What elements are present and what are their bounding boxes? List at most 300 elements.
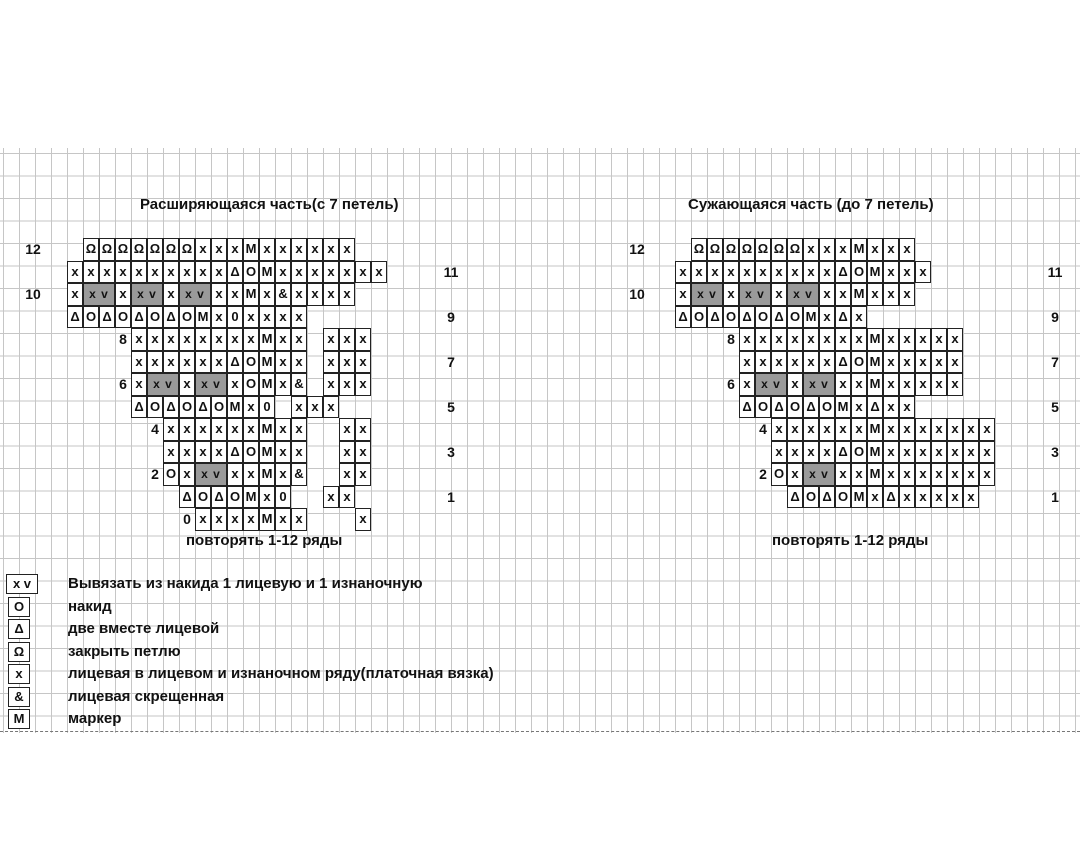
k2tog-cell: Δ — [739, 306, 755, 329]
knit-cell: x — [291, 441, 307, 464]
knit-cell: x — [803, 441, 819, 464]
knit-cell: x — [899, 441, 915, 464]
marker-cell: M — [803, 306, 819, 329]
knit-cell: x — [355, 508, 371, 531]
legend-description: накид — [68, 597, 112, 615]
knit-cell: x — [211, 508, 227, 531]
knit-cell: x — [163, 328, 179, 351]
marker-cell: M — [227, 396, 243, 419]
knit-cell: x — [915, 351, 931, 374]
knit-cell: x — [787, 328, 803, 351]
knit-cell: x — [835, 373, 851, 396]
legend-description: Вывязать из накида 1 лицевую и 1 изнаночную — [68, 575, 423, 592]
knit-cell: x — [979, 441, 995, 464]
yarn-over-cell: O — [803, 486, 819, 509]
knit-cell: x — [915, 441, 931, 464]
knit-cell: x — [259, 283, 275, 306]
knit-cell: x — [275, 328, 291, 351]
knit-cell: x — [131, 373, 147, 396]
row-number: 2 — [151, 466, 159, 482]
knit-cell: x — [307, 396, 323, 419]
dual-stitch-cell: x v — [195, 463, 227, 486]
knit-cell: x — [931, 486, 947, 509]
legend-symbol: Δ — [8, 619, 30, 639]
knit-cell: x — [243, 306, 259, 329]
bind-off-cell: Ω — [179, 238, 195, 261]
knit-cell: x — [179, 418, 195, 441]
knit-cell: x — [291, 508, 307, 531]
k2tog-cell: Δ — [227, 351, 243, 374]
knit-cell: x — [739, 373, 755, 396]
knit-cell: x — [899, 238, 915, 261]
knit-cell: x — [739, 328, 755, 351]
marker-cell: M — [867, 261, 883, 284]
knit-cell: x — [947, 373, 963, 396]
knit-cell: x — [163, 283, 179, 306]
knit-cell: x — [179, 463, 195, 486]
knit-cell: x — [307, 238, 323, 261]
knit-cell: x — [883, 238, 899, 261]
knit-cell: x — [819, 261, 835, 284]
zero-cell: 0 — [227, 306, 243, 329]
yarn-over-cell: O — [243, 373, 259, 396]
row-number: 4 — [151, 421, 159, 437]
knit-cell: x — [115, 283, 131, 306]
yarn-over-cell: O — [227, 486, 243, 509]
knit-cell: x — [883, 373, 899, 396]
row-number: 11 — [1047, 263, 1063, 280]
knit-cell: x — [291, 306, 307, 329]
legend-symbol: x v — [6, 574, 38, 594]
bind-off-cell: Ω — [707, 238, 723, 261]
knit-cell: x — [211, 283, 227, 306]
empty-cell — [323, 441, 339, 464]
knit-cell: x — [787, 351, 803, 374]
knit-cell: x — [243, 328, 259, 351]
dual-stitch-cell: x v — [691, 283, 723, 306]
legend-description: две вместе лицевой — [68, 620, 220, 637]
legend-symbol: Ω — [8, 642, 30, 662]
knit-cell: x — [675, 261, 691, 284]
bind-off-cell: Ω — [771, 238, 787, 261]
k2tog-cell: Δ — [787, 486, 803, 509]
marker-cell: M — [259, 261, 275, 284]
k2tog-cell: Δ — [211, 486, 227, 509]
marker-cell: M — [259, 508, 275, 531]
dual-stitch-cell: x v — [803, 373, 835, 396]
knit-cell: x — [291, 261, 307, 284]
knit-cell: x — [803, 238, 819, 261]
knit-cell: x — [851, 418, 867, 441]
row-number: 10 — [629, 286, 645, 302]
empty-cell — [307, 441, 323, 464]
yarn-over-cell: O — [115, 306, 131, 329]
empty-cell — [307, 373, 323, 396]
knit-cell: x — [163, 351, 179, 374]
knit-cell: x — [851, 306, 867, 329]
knit-cell: x — [947, 441, 963, 464]
knit-cell: x — [67, 283, 83, 306]
knit-cell: x — [915, 463, 931, 486]
knit-cell: x — [931, 463, 947, 486]
bind-off-cell: Ω — [163, 238, 179, 261]
yarn-over-cell: O — [755, 396, 771, 419]
row-number: 2 — [759, 466, 767, 482]
dual-stitch-cell: x v — [195, 373, 227, 396]
knit-cell: x — [243, 463, 259, 486]
knit-cell: x — [915, 486, 931, 509]
knit-cell: x — [339, 328, 355, 351]
twisted-knit-cell: & — [275, 283, 291, 306]
k2tog-cell: Δ — [195, 396, 211, 419]
row-number: 6 — [119, 376, 127, 392]
marker-cell: M — [259, 373, 275, 396]
k2tog-cell: Δ — [67, 306, 83, 329]
yarn-over-cell: O — [835, 486, 851, 509]
knit-cell: x — [963, 441, 979, 464]
knit-cell: x — [835, 238, 851, 261]
knit-cell: x — [915, 418, 931, 441]
legend-symbol: x — [8, 664, 30, 684]
knit-cell: x — [963, 463, 979, 486]
knit-cell: x — [803, 261, 819, 284]
knit-cell: x — [723, 261, 739, 284]
knit-cell: x — [211, 238, 227, 261]
yarn-over-cell: O — [179, 396, 195, 419]
marker-cell: M — [259, 328, 275, 351]
dual-stitch-cell: x v — [147, 373, 179, 396]
knit-cell: x — [339, 373, 355, 396]
row-number: 8 — [727, 331, 735, 347]
knit-cell: x — [963, 486, 979, 509]
knit-cell: x — [819, 418, 835, 441]
knit-cell: x — [259, 486, 275, 509]
row-number: 3 — [447, 443, 455, 460]
knit-cell: x — [787, 463, 803, 486]
marker-cell: M — [851, 283, 867, 306]
knit-cell: x — [979, 418, 995, 441]
knit-cell: x — [851, 373, 867, 396]
yarn-over-cell: O — [243, 351, 259, 374]
knit-cell: x — [675, 283, 691, 306]
knit-cell: x — [291, 396, 307, 419]
knit-cell: x — [867, 283, 883, 306]
k2tog-cell: Δ — [771, 396, 787, 419]
dual-stitch-cell: x v — [83, 283, 115, 306]
knit-cell: x — [227, 373, 243, 396]
row-number: 7 — [447, 353, 455, 370]
bind-off-cell: Ω — [147, 238, 163, 261]
knit-cell: x — [339, 351, 355, 374]
knit-cell: x — [371, 261, 387, 284]
marker-cell: M — [195, 306, 211, 329]
knit-cell: x — [771, 261, 787, 284]
knit-cell: x — [899, 261, 915, 284]
knit-cell: x — [755, 261, 771, 284]
knit-cell: x — [83, 261, 99, 284]
knit-cell: x — [883, 261, 899, 284]
knit-cell: x — [915, 373, 931, 396]
knit-cell: x — [67, 261, 83, 284]
yarn-over-cell: O — [243, 261, 259, 284]
knit-cell: x — [147, 328, 163, 351]
knit-cell: x — [883, 463, 899, 486]
row-number: 1 — [1051, 488, 1059, 505]
empty-cell — [291, 486, 307, 509]
knit-cell: x — [771, 351, 787, 374]
knit-cell: x — [355, 463, 371, 486]
knit-cell: x — [947, 463, 963, 486]
knit-cell: x — [227, 328, 243, 351]
knit-cell: x — [163, 418, 179, 441]
knit-cell: x — [275, 261, 291, 284]
yarn-over-cell: O — [691, 306, 707, 329]
legend-description: лицевая в лицевом и изнаночном ряду(платочная вязка) — [68, 665, 494, 682]
knit-cell: x — [835, 463, 851, 486]
zero-cell: 0 — [275, 486, 291, 509]
knit-cell: x — [771, 328, 787, 351]
knit-cell: x — [211, 351, 227, 374]
row-number: 5 — [447, 398, 455, 415]
knit-cell: x — [835, 328, 851, 351]
legend-symbol: M — [8, 709, 30, 729]
yarn-over-cell: O — [147, 396, 163, 419]
knit-cell: x — [355, 373, 371, 396]
knit-cell: x — [787, 373, 803, 396]
knit-cell: x — [803, 351, 819, 374]
marker-cell: M — [867, 373, 883, 396]
row-number: 9 — [447, 308, 455, 325]
knit-cell: x — [835, 418, 851, 441]
knit-cell: x — [211, 418, 227, 441]
yarn-over-cell: O — [851, 351, 867, 374]
empty-cell — [307, 508, 323, 531]
knit-cell: x — [275, 463, 291, 486]
knit-cell: x — [355, 261, 371, 284]
knit-cell: x — [291, 238, 307, 261]
knit-cell: x — [339, 441, 355, 464]
knit-cell: x — [771, 441, 787, 464]
k2tog-cell: Δ — [835, 306, 851, 329]
knit-cell: x — [339, 463, 355, 486]
knit-cell: x — [851, 396, 867, 419]
knit-cell: x — [851, 328, 867, 351]
knit-cell: x — [339, 283, 355, 306]
knit-cell: x — [931, 418, 947, 441]
bind-off-cell: Ω — [787, 238, 803, 261]
bind-off-cell: Ω — [83, 238, 99, 261]
knit-cell: x — [819, 328, 835, 351]
knit-cell: x — [899, 486, 915, 509]
knit-cell: x — [259, 238, 275, 261]
legend-description: маркер — [68, 710, 122, 727]
row-number: 10 — [25, 286, 41, 302]
knit-cell: x — [163, 441, 179, 464]
knit-cell: x — [323, 351, 339, 374]
knit-cell: x — [211, 261, 227, 284]
marker-cell: M — [259, 441, 275, 464]
knit-cell: x — [819, 306, 835, 329]
knit-cell: x — [115, 261, 131, 284]
twisted-knit-cell: & — [291, 373, 307, 396]
row-number: 0 — [183, 511, 191, 527]
knit-cell: x — [243, 396, 259, 419]
yarn-over-cell: O — [723, 306, 739, 329]
knit-cell: x — [723, 283, 739, 306]
k2tog-cell: Δ — [227, 261, 243, 284]
marker-cell: M — [867, 328, 883, 351]
knit-cell: x — [291, 351, 307, 374]
legend-description: закрыть петлю — [68, 642, 181, 660]
knit-cell: x — [147, 351, 163, 374]
knit-cell: x — [275, 306, 291, 329]
knit-cell: x — [787, 418, 803, 441]
yarn-over-cell: O — [195, 486, 211, 509]
knit-cell: x — [803, 328, 819, 351]
row-number: 12 — [25, 241, 41, 257]
knit-cell: x — [899, 396, 915, 419]
empty-cell — [307, 328, 323, 351]
marker-cell: M — [243, 238, 259, 261]
knit-cell: x — [787, 441, 803, 464]
k2tog-cell: Δ — [227, 441, 243, 464]
knit-cell: x — [787, 261, 803, 284]
yarn-over-cell: O — [755, 306, 771, 329]
knit-cell: x — [307, 283, 323, 306]
knit-cell: x — [195, 508, 211, 531]
yarn-over-cell: O — [179, 306, 195, 329]
yarn-over-cell: O — [787, 306, 803, 329]
knit-cell: x — [211, 328, 227, 351]
knit-cell: x — [915, 261, 931, 284]
knit-cell: x — [99, 261, 115, 284]
knit-cell: x — [179, 351, 195, 374]
knit-cell: x — [931, 328, 947, 351]
knit-cell: x — [819, 283, 835, 306]
k2tog-cell: Δ — [131, 306, 147, 329]
knit-cell: x — [355, 418, 371, 441]
knit-cell: x — [691, 261, 707, 284]
yarn-over-cell: O — [851, 441, 867, 464]
knit-cell: x — [339, 418, 355, 441]
knit-cell: x — [147, 261, 163, 284]
bind-off-cell: Ω — [115, 238, 131, 261]
knit-cell: x — [931, 373, 947, 396]
knit-cell: x — [899, 418, 915, 441]
bind-off-cell: Ω — [723, 238, 739, 261]
knit-cell: x — [947, 418, 963, 441]
yarn-over-cell: O — [819, 396, 835, 419]
k2tog-cell: Δ — [163, 306, 179, 329]
row-number: 7 — [1051, 353, 1059, 370]
knit-cell: x — [819, 351, 835, 374]
knit-cell: x — [867, 238, 883, 261]
knit-cell: x — [771, 418, 787, 441]
k2tog-cell: Δ — [803, 396, 819, 419]
legend-symbol: & — [8, 687, 30, 707]
knit-cell: x — [131, 351, 147, 374]
empty-cell — [307, 486, 323, 509]
knit-cell: x — [291, 328, 307, 351]
empty-cell — [307, 418, 323, 441]
knit-cell: x — [275, 238, 291, 261]
empty-cell — [275, 396, 291, 419]
knit-cell: x — [195, 261, 211, 284]
marker-cell: M — [851, 486, 867, 509]
bind-off-cell: Ω — [99, 238, 115, 261]
knit-cell: x — [739, 351, 755, 374]
knit-cell: x — [227, 283, 243, 306]
knit-cell: x — [227, 418, 243, 441]
k2tog-cell: Δ — [867, 396, 883, 419]
k2tog-cell: Δ — [771, 306, 787, 329]
yarn-over-cell: O — [851, 261, 867, 284]
knit-cell: x — [323, 373, 339, 396]
marker-cell: M — [867, 441, 883, 464]
empty-cell — [307, 351, 323, 374]
dual-stitch-cell: x v — [179, 283, 211, 306]
knit-cell: x — [275, 508, 291, 531]
knit-cell: x — [227, 238, 243, 261]
k2tog-cell: Δ — [835, 351, 851, 374]
knit-cell: x — [323, 261, 339, 284]
knit-cell: x — [883, 351, 899, 374]
knit-cell: x — [931, 351, 947, 374]
yarn-over-cell: O — [771, 463, 787, 486]
knit-cell: x — [243, 418, 259, 441]
yarn-over-cell: O — [211, 396, 227, 419]
knit-cell: x — [291, 418, 307, 441]
knit-cell: x — [899, 373, 915, 396]
knit-cell: x — [163, 261, 179, 284]
right-chart-title: Сужающаяся часть (до 7 петель) — [688, 196, 934, 213]
knit-cell: x — [179, 441, 195, 464]
empty-cell — [323, 418, 339, 441]
row-number: 6 — [727, 376, 735, 392]
yarn-over-cell: O — [147, 306, 163, 329]
knit-cell: x — [131, 261, 147, 284]
knit-cell: x — [947, 351, 963, 374]
knit-cell: x — [243, 508, 259, 531]
knit-cell: x — [195, 238, 211, 261]
knit-cell: x — [275, 373, 291, 396]
dual-stitch-cell: x v — [803, 463, 835, 486]
marker-cell: M — [243, 283, 259, 306]
bind-off-cell: Ω — [691, 238, 707, 261]
knit-cell: x — [979, 463, 995, 486]
knit-cell: x — [339, 486, 355, 509]
knit-cell: x — [307, 261, 323, 284]
knit-cell: x — [883, 418, 899, 441]
left-chart-footer: повторять 1-12 ряды — [186, 532, 343, 549]
knit-cell: x — [835, 283, 851, 306]
marker-cell: M — [851, 238, 867, 261]
marker-cell: M — [867, 463, 883, 486]
knit-cell: x — [211, 441, 227, 464]
knit-cell: x — [339, 261, 355, 284]
row-number: 1 — [447, 488, 455, 505]
knit-cell: x — [275, 418, 291, 441]
legend-symbol: O — [8, 597, 30, 617]
knit-cell: x — [323, 486, 339, 509]
twisted-knit-cell: & — [291, 463, 307, 486]
row-number: 5 — [1051, 398, 1059, 415]
knit-cell: x — [179, 373, 195, 396]
marker-cell: M — [835, 396, 851, 419]
k2tog-cell: Δ — [883, 486, 899, 509]
marker-cell: M — [259, 463, 275, 486]
row-number: 3 — [1051, 443, 1059, 460]
